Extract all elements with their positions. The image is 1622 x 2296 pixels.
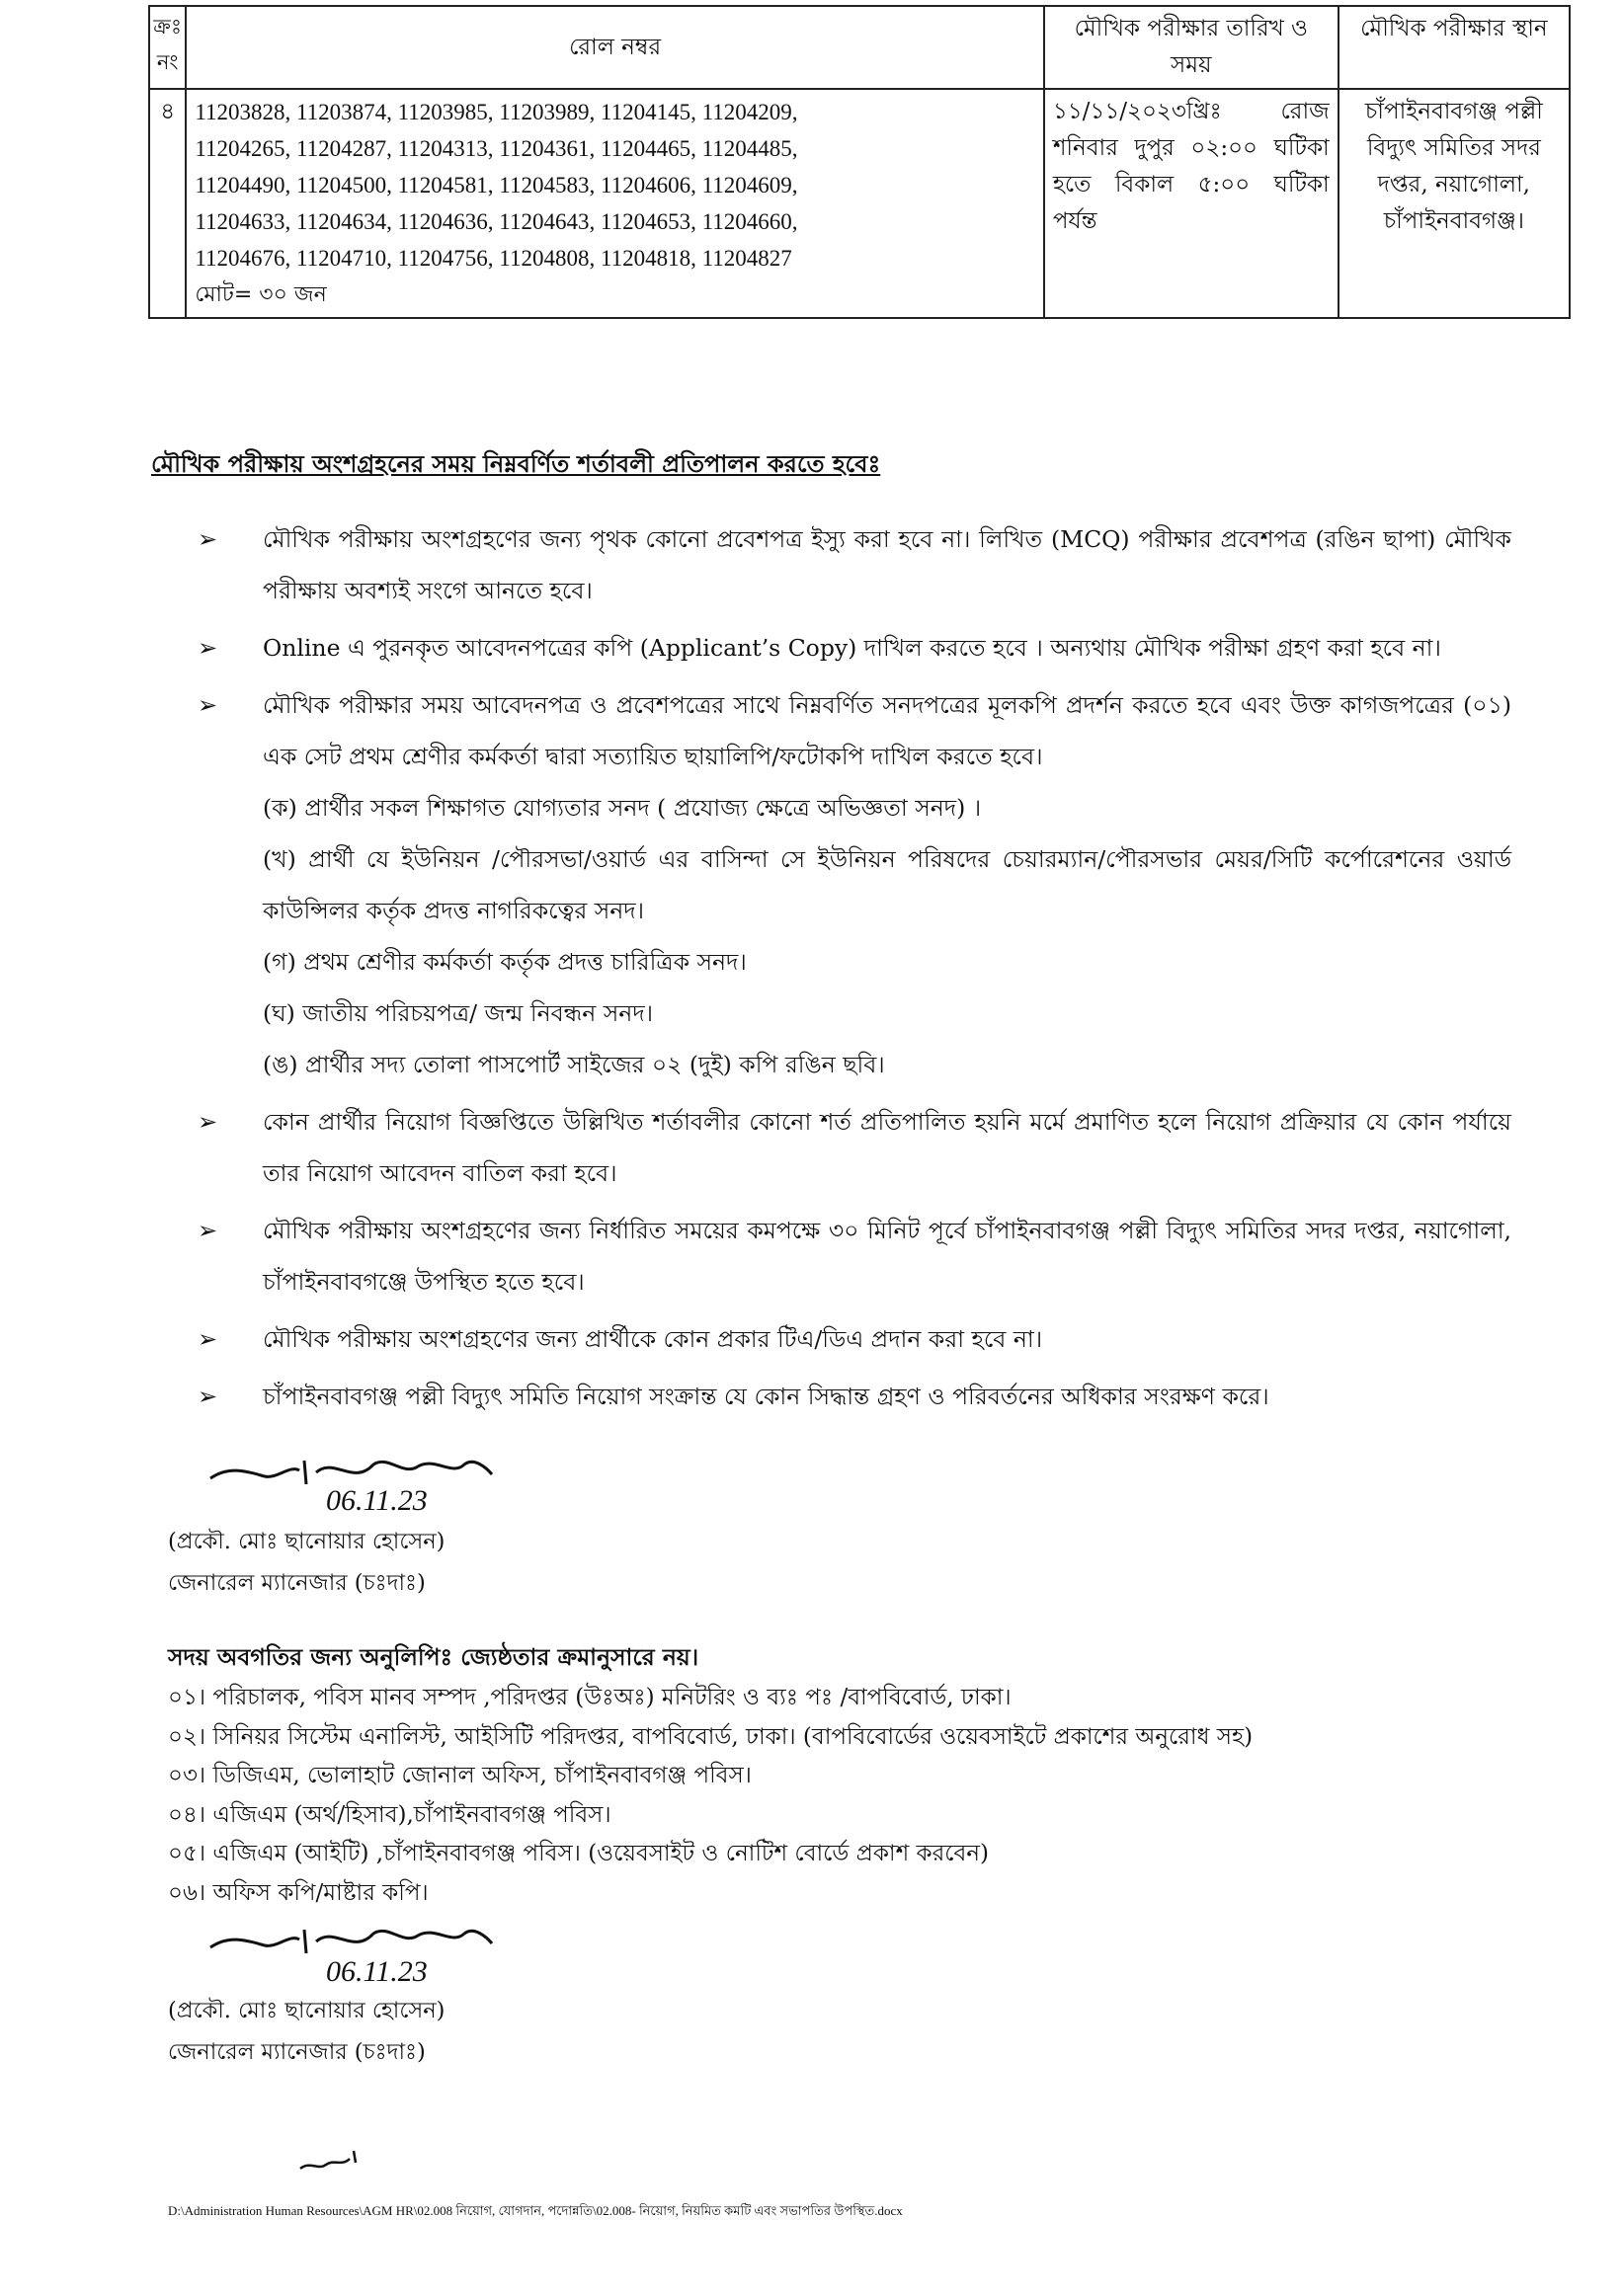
condition-text: মৌখিক পরীক্ষার সময় আবেদনপত্র ও প্রবেশপত্রের সাথে নিম্নবর্ণিত সনদপত্রের মূলকপি প্রদর্শন করতে হবে এবং উক্ত কাগজপত্রের (০১) এক সেট প্রথম শ্রেণীর কর্মকর্তা দ্বারা সত্যায়িত ছায়ালিপি/ফটোকপি দাখিল করতে হবে। bbox=[263, 691, 1511, 770]
condition-text: চাঁপাইনবাবগঞ্জ পল্লী বিদ্যুৎ সমিতি নিয়োগ সংক্রান্ত যে কোন সিদ্ধান্ত গ্রহণ ও পরিবর্তনের অধিকার সংরক্ষণ করে। bbox=[263, 1383, 1269, 1410]
roll-line: 11204676, 11204710, 11204756, 11204808, 11204818, 11204827 bbox=[195, 246, 792, 271]
list-item bbox=[198, 622, 1511, 673]
header-serial: ক্রঃ নং bbox=[149, 6, 186, 89]
list-item bbox=[198, 514, 1511, 616]
signature-date: 06.11.23 bbox=[326, 1484, 428, 1517]
header-roll: রোল নম্বর bbox=[186, 6, 1043, 89]
list-item: ০১। পরিচালক, পবিস মানব সম্পদ ,পরিদপ্তর (উঃঅঃ) মনিটরিং ও ব্যঃ পঃ /বাপবিবোর্ড, ঢাকা। bbox=[168, 1685, 1012, 1710]
cell-venue: চাঁপাইনবাবগঞ্জ পল্লী বিদ্যুৎ সমিতির সদর দপ্তর, নয়াগোলা, চাঁপাইনবাবগঞ্জ। bbox=[1338, 89, 1570, 318]
viva-schedule-table bbox=[148, 5, 1571, 319]
signatory-title: জেনারেল ম্যানেজার (চঃদাঃ) bbox=[168, 1570, 426, 1596]
list-item: ০৫। এজিএম (আইটি) ,চাঁপাইনবাবগঞ্জ পবিস। (ওয়েবসাইট ও নোটিশ বোর্ডে প্রকাশ করবেন) bbox=[168, 1841, 989, 1866]
roll-line: 11204265, 11204287, 11204313, 11204361, 11204465, 11204485, bbox=[195, 136, 798, 161]
arrow-bullet-icon: ➢ bbox=[198, 691, 218, 719]
cell-serial: ৪ bbox=[149, 89, 186, 318]
header-datetime: মৌখিক পরীক্ষার তারিখ ও সময় bbox=[1044, 6, 1338, 89]
conditions-list bbox=[198, 514, 1511, 1428]
roll-total: মোট= ৩০ জন bbox=[195, 282, 327, 307]
list-item bbox=[198, 1313, 1511, 1365]
arrow-bullet-icon: ➢ bbox=[198, 1217, 218, 1244]
conditions-heading: মৌখিক পরীক্ষায় অংশগ্রহনের সময় নিম্নবর্ণিত শর্তাবলী প্রতিপালন করতে হবেঃ bbox=[151, 449, 881, 478]
table-header-row bbox=[149, 6, 1570, 89]
roll-line: 11204633, 11204634, 11204636, 11204643, 11204653, 11204660, bbox=[195, 209, 798, 234]
document-item: (খ) প্রার্থী যে ইউনিয়ন /পৌরসভা/ওয়ার্ড এর বাসিন্দা সে ইউনিয়ন পরিষদের চেয়ারম্যান/পৌরসভার মেয়র/সিটি কর্পোরেশনের ওয়ার্ড কাউন্সিলর কর্তৃক প্রদত্ত নাগরিকত্বের সনদ। bbox=[263, 845, 1511, 924]
list-item bbox=[198, 1096, 1511, 1199]
cell-datetime: ১১/১১/২০২৩খ্রিঃ রোজ শনিবার দুপুর ০২:০০ ঘটিকা হতে বিকাল ৫:০০ ঘটিকা পর্যন্ত bbox=[1044, 89, 1338, 318]
list-item: ০২। সিনিয়র সিস্টেম এনালিস্ট, আইসিটি পরিদপ্তর, বাপবিবোর্ড, ঢাকা। (বাপবিবোর্ডের ওয়েবসাইটে প্রকাশের অনুরোধ সহ) bbox=[168, 1723, 1254, 1750]
file-path-footer: D:\Administration Human Resources\AGM HR\02.008 নিয়োগ, যোগদান, পদোন্নতি\02.008- নিয়োগ, নিয়মিত কমটি এবং সভাপতির উপস্থিত.docx bbox=[168, 2203, 903, 2218]
condition-text: মৌখিক পরীক্ষায় অংশগ্রহণের জন্য নির্ধারিত সময়ের কমপক্ষে ৩০ মিনিট পূর্বে চাঁপাইনবাবগঞ্জ পল্লী বিদ্যুৎ সমিতির সদর দপ্তর, নয়াগোলা, চাঁপাইনবাবগঞ্জে উপস্থিত হতে হবে। bbox=[263, 1217, 1511, 1296]
signatory-name: (প্রকৌ. মোঃ ছানোয়ার হোসেন) bbox=[168, 1529, 446, 1554]
initials-signature bbox=[296, 2143, 365, 2182]
list-item bbox=[198, 1205, 1511, 1307]
condition-text: Online এ পুরনকৃত আবেদনপত্রের কপি (Applicant’s Copy) দাখিল করতে হবে । অন্যথায় মৌখিক পরীক্ষা গ্রহণ করা হবে না। bbox=[263, 634, 1441, 662]
document-item: (ঙ) প্রার্থীর সদ্য তোলা পাসপোর্ট সাইজের ০২ (দুই) কপি রঙিন ছবি। bbox=[263, 1051, 885, 1078]
document-item: (গ) প্রথম শ্রেণীর কর্মকর্তা কর্তৃক প্রদত্ত চারিত্রিক সনদ। bbox=[263, 948, 747, 976]
arrow-bullet-icon: ➢ bbox=[198, 525, 218, 553]
document-item: (ঘ) জাতীয় পরিচয়পত্র/ জন্ম নিবন্ধন সনদ। bbox=[263, 999, 654, 1027]
signatory-title: জেনারেল ম্যানেজার (চঃদাঃ) bbox=[168, 2039, 426, 2065]
list-item: ০৬। অফিস কপি/মাষ্টার কপি। bbox=[168, 1879, 429, 1906]
copy-list bbox=[168, 1679, 1253, 1913]
list-item: ০৪। এজিএম (অর্থ/হিসাব),চাঁপাইনবাবগঞ্জ পবিস। bbox=[168, 1801, 611, 1828]
cell-roll-numbers bbox=[186, 89, 1043, 318]
roll-line: 11203828, 11203874, 11203985, 11203989, 11204145, 11204209, bbox=[195, 100, 798, 124]
list-item bbox=[198, 679, 1511, 1090]
header-venue: মৌখিক পরীক্ষার স্থান bbox=[1338, 6, 1570, 89]
list-item bbox=[198, 1371, 1511, 1422]
roll-line: 11204490, 11204500, 11204581, 11204583, 11204606, 11204609, bbox=[195, 173, 798, 198]
signatory-name: (প্রকৌ. মোঃ ছানোয়ার হোসেন) bbox=[168, 1998, 446, 2023]
table-row bbox=[149, 89, 1570, 318]
document-item: (ক) প্রার্থীর সকল শিক্ষাগত যোগ্যতার সনদ ( প্রযোজ্য ক্ষেত্রে অভিজ্ঞতা সনদ) । bbox=[263, 794, 982, 822]
arrow-bullet-icon: ➢ bbox=[198, 1108, 218, 1136]
arrow-bullet-icon: ➢ bbox=[198, 1383, 218, 1410]
condition-text: মৌখিক পরীক্ষায় অংশগ্রহণের জন্য পৃথক কোনো প্রবেশপত্র ইস্যু করা হবে না। লিখিত (MCQ) পরীক্ষার প্রবেশপত্র (রঙিন ছাপা) মৌখিক পরীক্ষায় অবশ্যই সংগে আনতে হবে। bbox=[263, 525, 1511, 604]
copy-heading: সদয় অবগতির জন্য অনুলিপিঃ জ্যেষ্ঠতার ক্রমানুসারে নয়। bbox=[168, 1643, 699, 1671]
arrow-bullet-icon: ➢ bbox=[198, 634, 218, 662]
condition-text: কোন প্রার্থীর নিয়োগ বিজ্ঞপ্তিতে উল্লিখিত শর্তাবলীর কোনো শর্ত প্রতিপালিত হয়নি মর্মে প্রমাণিত হলে নিয়োগ প্রক্রিয়ার যে কোন পর্যায়ে তার নিয়োগ আবেদন বাতিল করা হবে। bbox=[263, 1108, 1511, 1187]
condition-text: মৌখিক পরীক্ষায় অংশগ্রহণের জন্য প্রার্থীকে কোন প্রকার টিএ/ডিএ প্রদান করা হবে না। bbox=[263, 1325, 1043, 1353]
list-item: ০৩। ডিজিএম, ভোলাহাট জোনাল অফিস, চাঁপাইনবাবগঞ্জ পবিস। bbox=[168, 1763, 752, 1788]
arrow-bullet-icon: ➢ bbox=[198, 1325, 218, 1353]
signature-date: 06.11.23 bbox=[326, 1955, 428, 1988]
